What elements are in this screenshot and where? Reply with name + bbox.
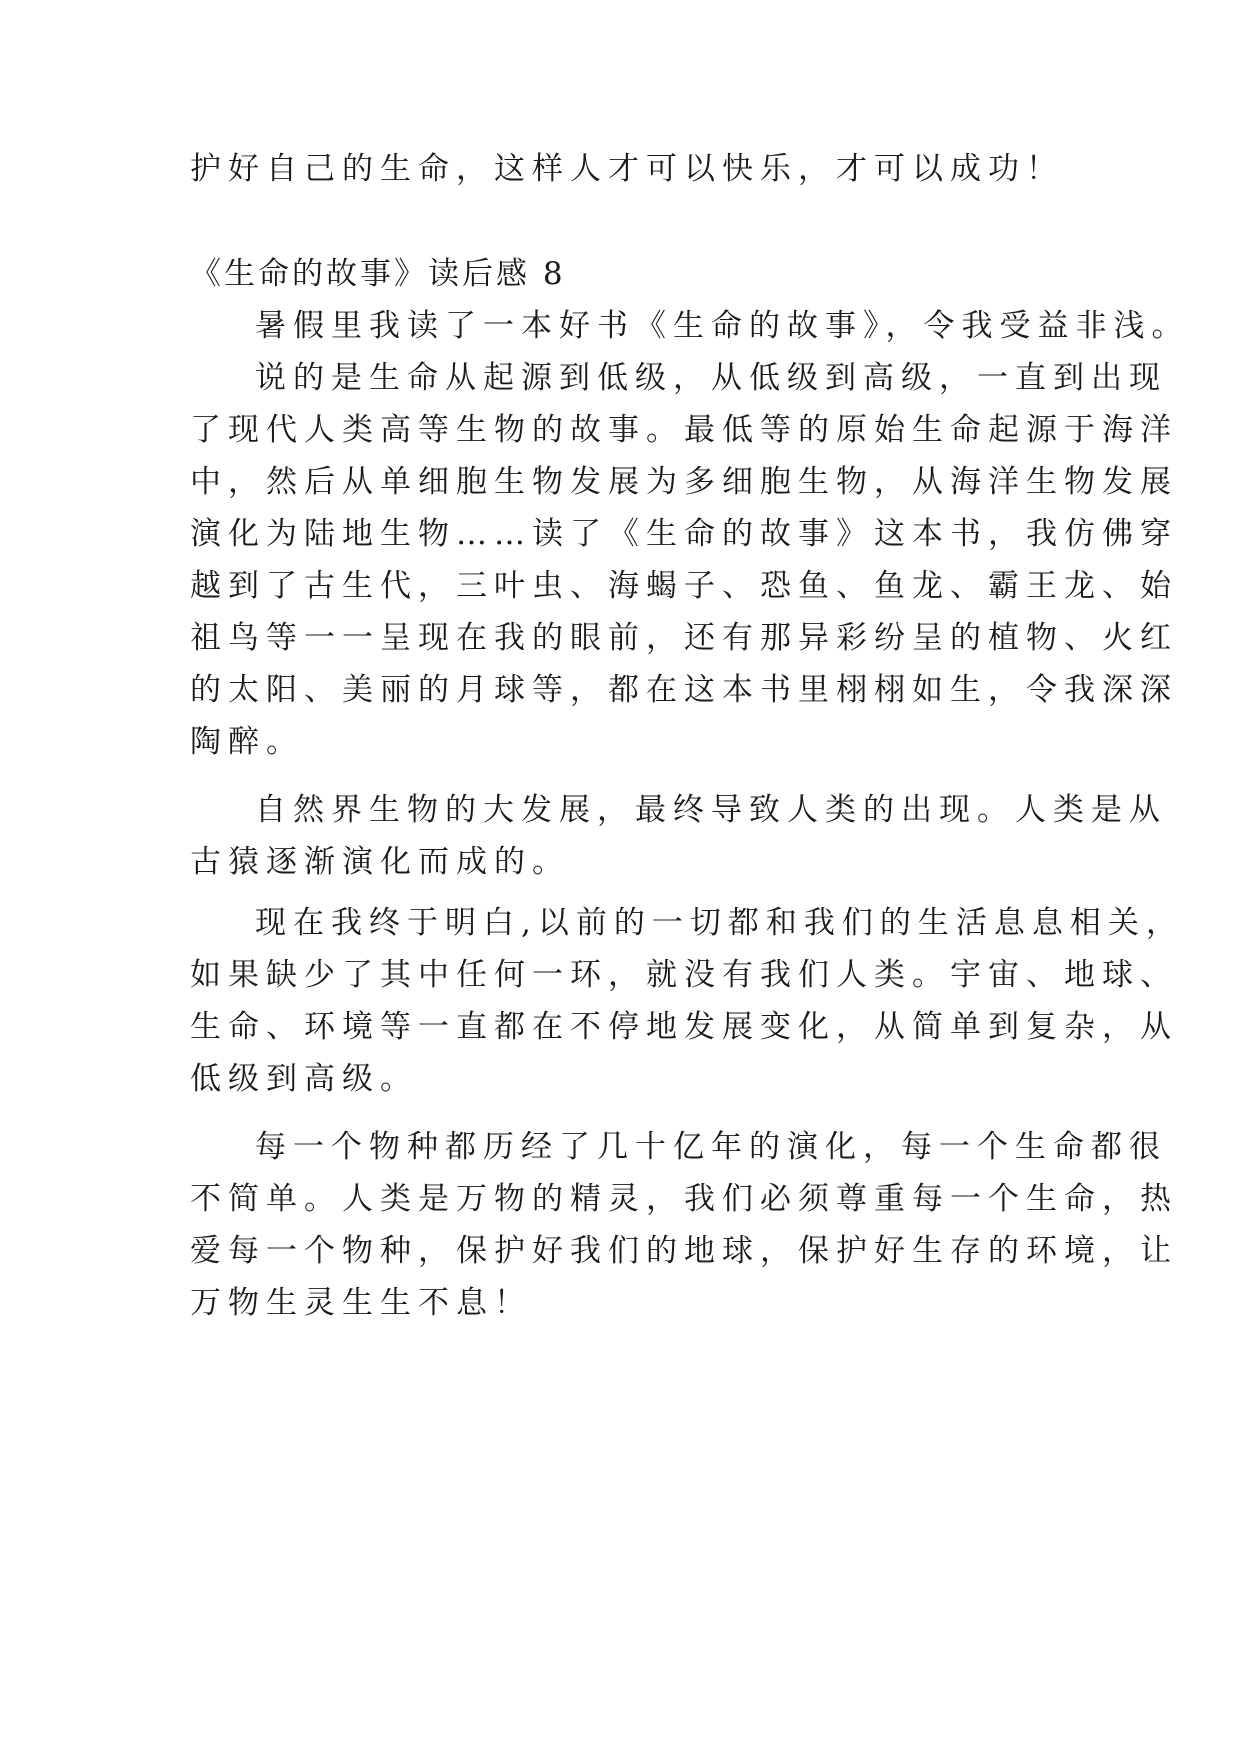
- paragraph-line: 低级到高级。: [190, 1061, 418, 1097]
- paragraph-line: 自然界生物的大发展，最终导致人类的出现。人类是从: [255, 792, 1167, 828]
- paragraph-line: 中，然后从单细胞生物发展为多细胞生物，从海洋生物发展: [190, 464, 1178, 500]
- paragraph-line: 爱每一个物种，保护好我们的地球，保护好生存的环境，让: [190, 1233, 1178, 1269]
- paragraph-line: 祖鸟等一一呈现在我的眼前，还有那异彩纷呈的植物、火红: [190, 620, 1178, 656]
- paragraph-line: 古猿逐渐演化而成的。: [190, 844, 570, 880]
- paragraph-line: 演化为陆地生物……读了《生命的故事》这本书，我仿佛穿: [190, 516, 1178, 552]
- paragraph-line: 现在我终于明白,以前的一切都和我们的生活息息相关，: [255, 905, 1184, 941]
- paragraph-line: 如果缺少了其中任何一环，就没有我们人类。宇宙、地球、: [190, 957, 1178, 993]
- paragraph-line: 生命、环境等一直都在不停地发展变化，从简单到复杂，从: [190, 1009, 1178, 1045]
- paragraph-line: 说的是生命从起源到低级，从低级到高级，一直到出现: [255, 360, 1167, 396]
- paragraph-line: 的太阳、美丽的月球等，都在这本书里栩栩如生，令我深深: [190, 672, 1178, 708]
- paragraph-line: 不简单。人类是万物的精灵，我们必须尊重每一个生命，热: [190, 1181, 1178, 1217]
- paragraph-line: 万物生灵生生不息！: [190, 1285, 532, 1321]
- paragraph-line: 每一个物种都历经了几十亿年的演化，每一个生命都很: [255, 1129, 1167, 1165]
- paragraph-line: 越到了古生代，三叶虫、海蝎子、恐鱼、鱼龙、霸王龙、始: [190, 568, 1178, 604]
- paragraph-line: 了现代人类高等生物的故事。最低等的原始生命起源于海洋: [190, 412, 1178, 448]
- text-line: 护好自己的生命，这样人才可以快乐，才可以成功！: [190, 151, 1064, 187]
- section-title: 《生命的故事》读后感 8: [190, 256, 566, 292]
- paragraph-line: 暑假里我读了一本好书《生命的故事》，令我受益非浅。: [255, 308, 1190, 344]
- paragraph-line: 陶醉。: [190, 724, 304, 760]
